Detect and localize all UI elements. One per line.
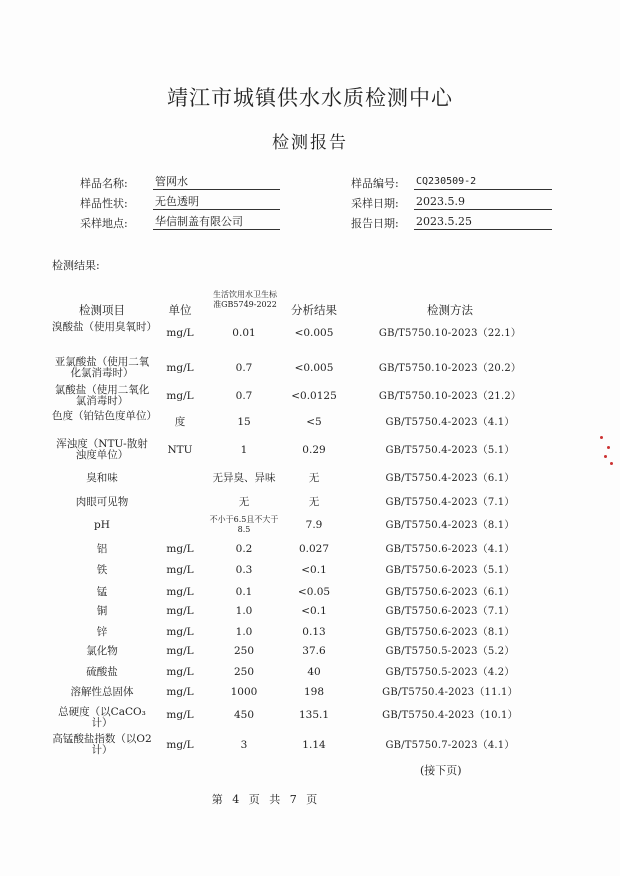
cell-unit: mg/L [166,665,194,678]
cell-method: GB/T5750.4-2023（6.1） [385,472,515,484]
cell-unit: NTU [167,443,193,456]
cell-standard: 0.7 [235,361,253,374]
cell-result: 无 [308,471,320,484]
stamp-mark [607,446,610,449]
header-item: 检测项目 [79,303,125,317]
header-standard: 生活饮用水卫生标准GB5749-2022 [213,290,277,309]
cell-method: GB/T5750.10-2023（22.1） [378,327,522,339]
cell-item: 氯化物 [86,644,118,657]
cell-unit: mg/L [166,389,194,402]
cell-standard: 0.3 [235,563,253,576]
cell-standard: 无 [238,495,250,508]
cell-unit: mg/L [166,326,194,339]
cell-method: GB/T5750.4-2023（8.1） [385,519,515,531]
sampling-site-label: 采样地点: [80,217,128,230]
sample-state-value: 无色透明 [153,195,280,210]
cell-method: GB/T5750.6-2023（7.1） [385,605,515,617]
stamp-mark [604,455,607,458]
cell-item: 浑浊度（NTU-散射浊度单位） [56,438,148,461]
sample-no-value: CQ230509-2 [414,175,552,190]
cell-result: 无 [308,495,320,508]
sampling-date-label: 采样日期: [351,197,399,210]
cell-standard: 无异臭、异味 [212,471,276,484]
cell-result: 37.6 [302,644,326,657]
cell-method: GB/T5750.5-2023（5.2） [385,645,515,657]
cell-method: GB/T5750.6-2023（5.1） [385,564,515,576]
cell-method: GB/T5750.5-2023（4.2） [385,666,515,678]
cell-item: pH [94,518,110,531]
cell-standard: 1000 [230,685,258,698]
sample-state-label: 样品性状: [80,197,128,210]
cell-result: <0.1 [301,563,327,576]
cell-standard: 不小于6.5且不大于8.5 [209,515,279,534]
cell-standard: 1.0 [235,604,253,617]
cell-result: 0.027 [298,542,330,555]
cell-unit: mg/L [166,738,194,751]
cell-item: 溶解性总固体 [70,685,134,698]
cell-item: 硫酸盐 [86,665,118,678]
cell-item: 锌 [96,625,108,638]
cell-item: 亚氯酸盐（使用二氧化氯消毒时） [54,356,150,379]
cell-result: 135.1 [298,708,330,721]
cell-standard: 1.0 [235,625,253,638]
report-date-value: 2023.5.25 [414,215,552,230]
cell-method: GB/T5750.4-2023（11.1） [382,686,518,698]
cell-result: 198 [303,685,325,698]
cell-method: GB/T5750.6-2023（8.1） [385,626,515,638]
cell-standard: 250 [233,644,255,657]
cell-item: 铜 [96,604,108,617]
cell-method: GB/T5750.4-2023（4.1） [385,416,515,428]
sampling-date-value: 2023.5.9 [414,195,552,210]
cell-result: 0.29 [302,443,326,456]
report-org-title: 靖江市城镇供水水质检测中心 [167,86,453,110]
cell-result: 1.14 [302,738,326,751]
cell-standard: 0.01 [232,326,256,339]
cell-standard: 0.2 [235,542,253,555]
cell-result: <0.005 [294,326,334,339]
cell-standard: 3 [240,738,248,751]
report-date-label: 报告日期: [351,217,399,230]
continued-note: (接下页) [420,764,462,777]
stamp-mark [600,436,603,439]
sampling-site-value: 华信制盖有限公司 [153,215,280,230]
cell-result: <0.1 [301,604,327,617]
cell-result: 7.9 [305,518,323,531]
cell-standard: 450 [233,708,255,721]
cell-item: 溴酸盐（使用臭氧时） [52,321,157,333]
cell-unit: mg/L [166,563,194,576]
cell-unit: mg/L [166,685,194,698]
cell-method: GB/T5750.4-2023（5.1） [385,444,515,456]
cell-unit: mg/L [166,625,194,638]
cell-result: <5 [306,415,322,428]
cell-method: GB/T5750.6-2023（6.1） [385,586,515,598]
cell-standard: 15 [237,415,251,428]
cell-unit: 度 [174,415,186,428]
cell-result: <0.05 [297,585,331,598]
cell-item: 氯酸盐（使用二氧化氯消毒时） [54,384,150,407]
cell-method: GB/T5750.10-2023（21.2） [378,390,522,402]
stamp-mark [610,462,613,465]
cell-method: GB/T5750.4-2023（10.1） [382,709,518,721]
cell-standard: 0.7 [235,389,253,402]
cell-item: 肉眼可见物 [75,495,129,508]
cell-result: 0.13 [302,625,326,638]
cell-item: 总硬度（以CaCO₃计） [58,706,146,729]
cell-result: 40 [307,665,321,678]
cell-item: 铁 [96,563,108,576]
cell-result: <0.005 [294,361,334,374]
cell-method: GB/T5750.10-2023（20.2） [378,362,522,374]
sample-no-label: 样品编号: [351,177,399,190]
sample-name-value: 管网水 [153,175,280,190]
cell-standard: 1 [240,443,248,456]
cell-item: 臭和味 [86,471,118,484]
sample-name-label: 样品名称: [80,177,128,190]
cell-unit: mg/L [166,361,194,374]
cell-item: 高锰酸盐指数（以O2计） [52,733,152,756]
results-section-label: 检测结果: [52,259,100,272]
cell-method: GB/T5750.7-2023（4.1） [385,739,515,751]
cell-unit: mg/L [166,644,194,657]
cell-item: 铝 [96,542,108,555]
cell-unit: mg/L [166,604,194,617]
cell-result: <0.0125 [291,389,337,402]
cell-unit: mg/L [166,585,194,598]
report-title: 检测报告 [272,133,348,153]
cell-item: 锰 [96,585,108,598]
page-footer: 第 4 页 共 7 页 [211,793,321,806]
cell-method: GB/T5750.4-2023（7.1） [385,496,515,508]
header-result: 分析结果 [291,303,337,317]
header-method: 检测方法 [427,303,473,317]
cell-unit: mg/L [166,542,194,555]
cell-standard: 0.1 [235,585,253,598]
header-unit: 单位 [168,303,192,317]
cell-standard: 250 [233,665,255,678]
cell-method: GB/T5750.6-2023（4.1） [385,543,515,555]
cell-item: 色度（铂钴色度单位） [52,410,157,422]
cell-unit: mg/L [166,708,194,721]
